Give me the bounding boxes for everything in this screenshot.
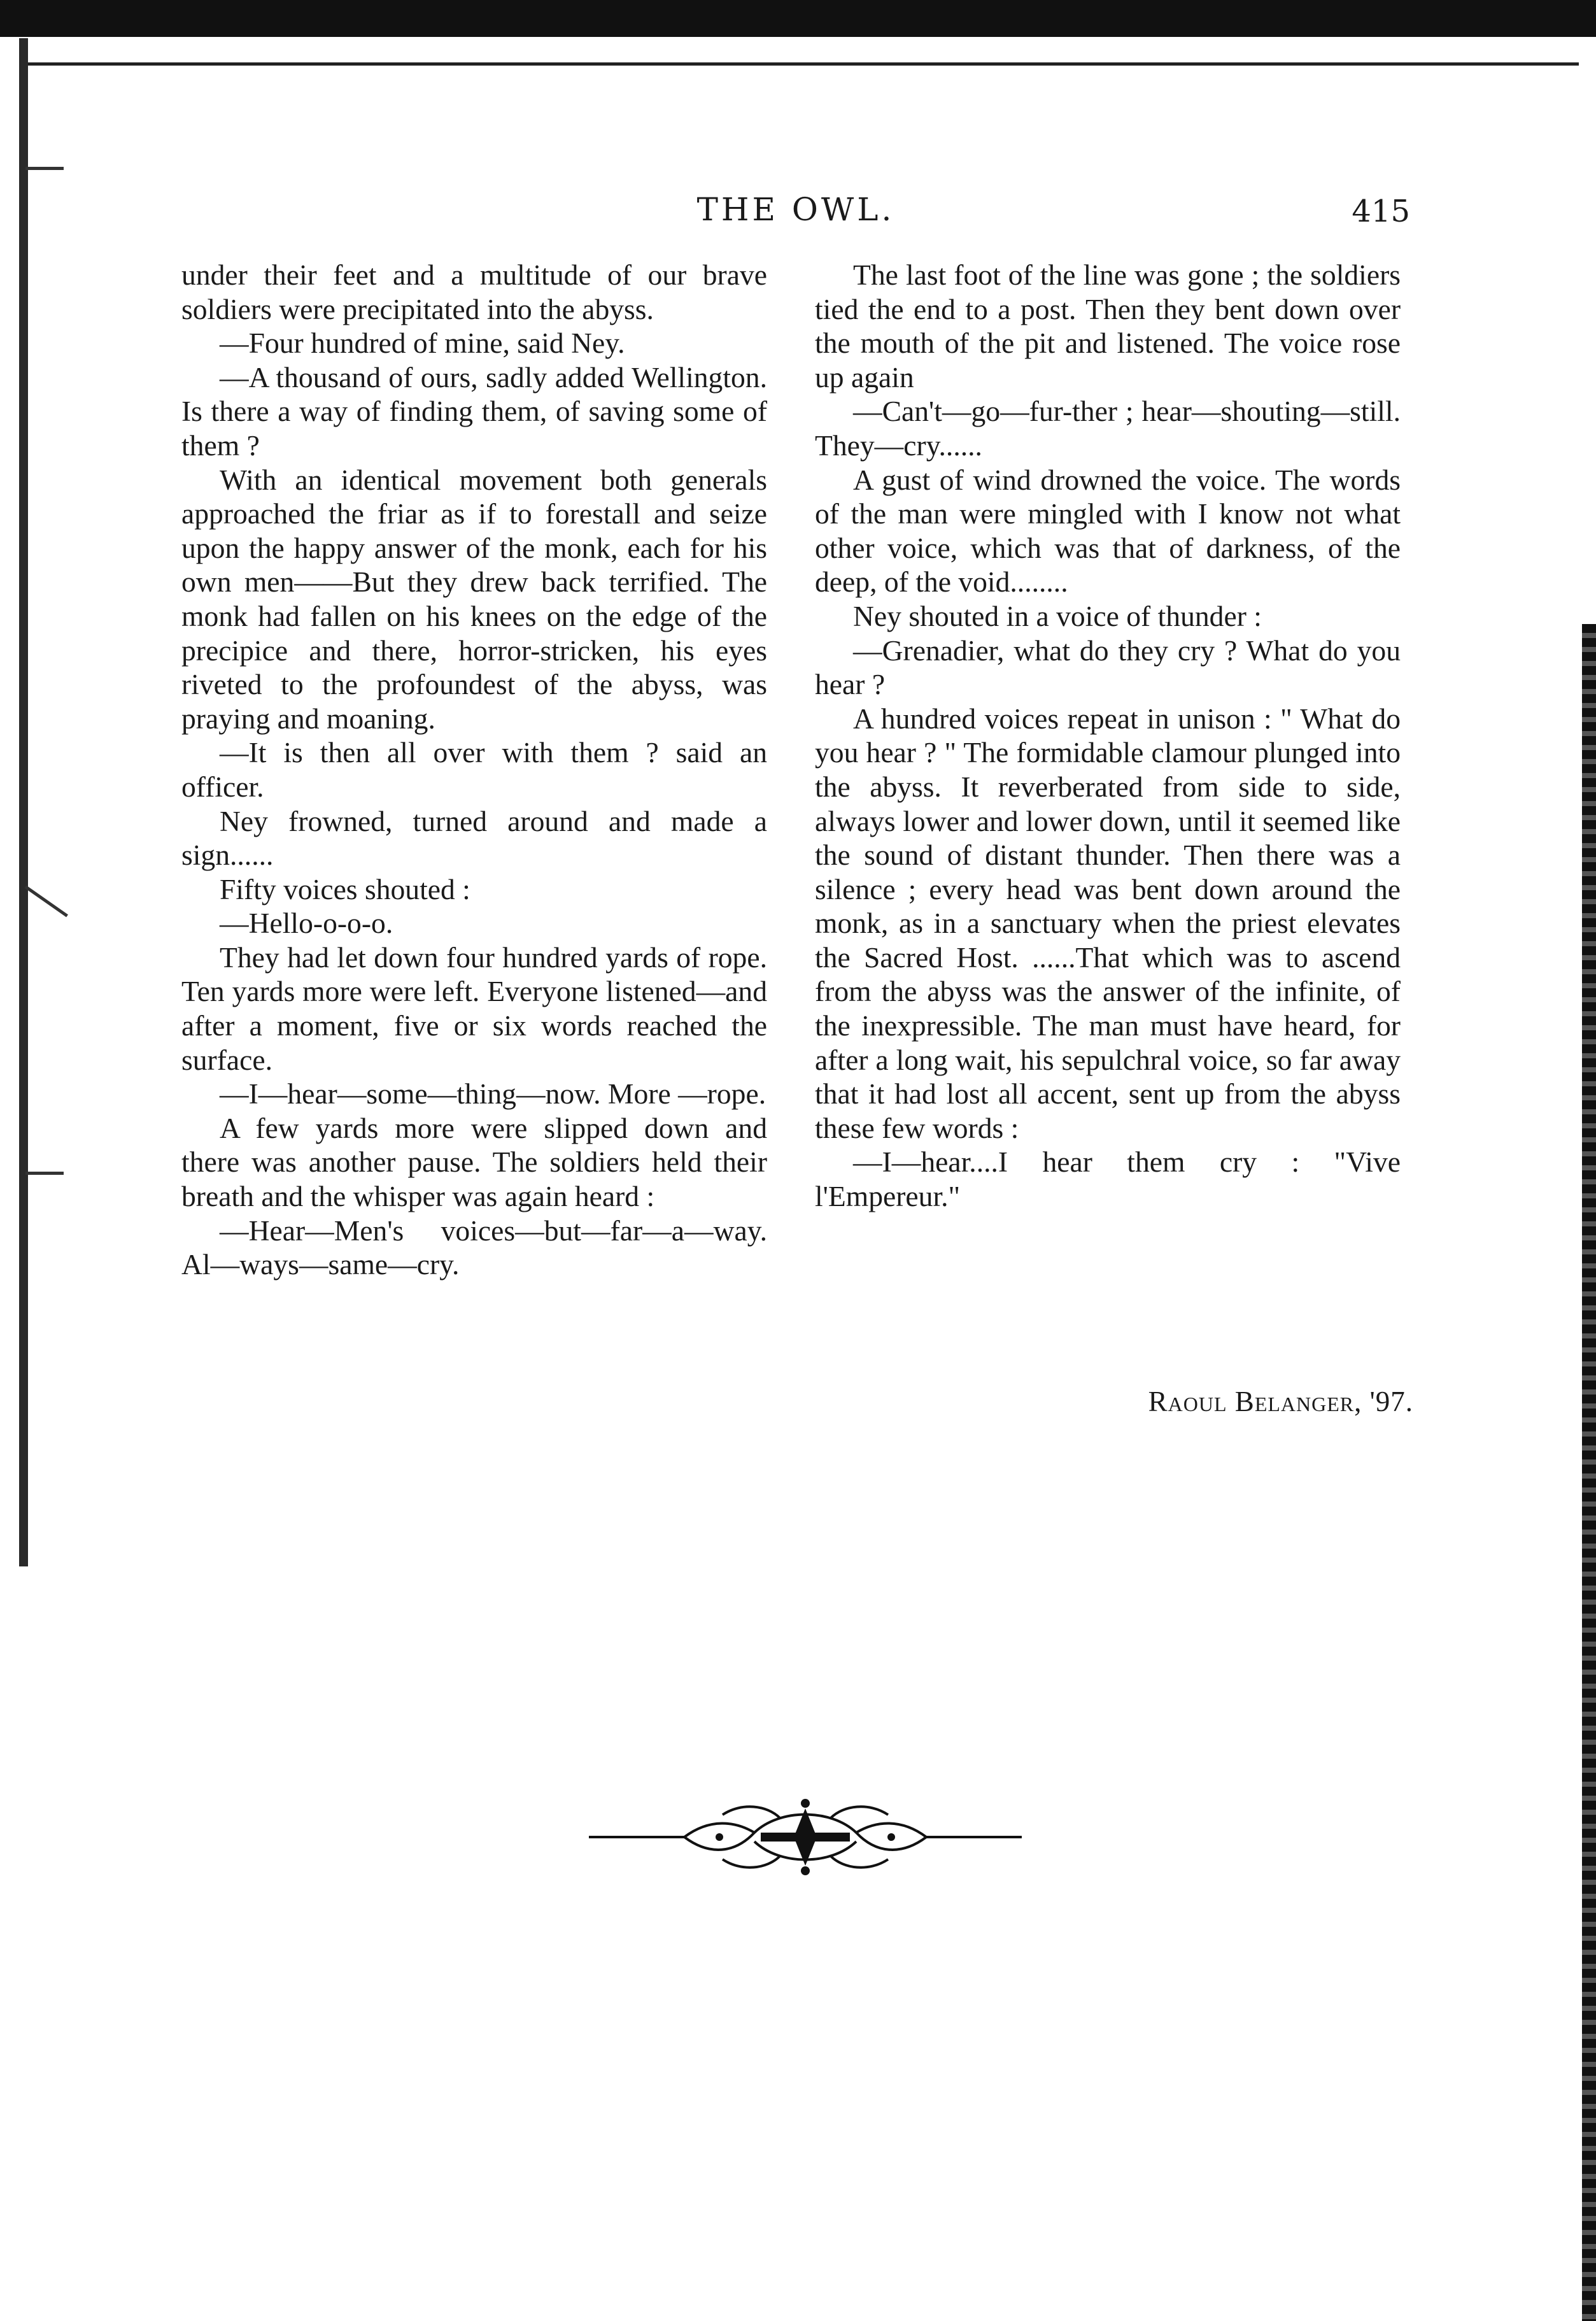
left-scan-edge [19, 38, 28, 1566]
left-scan-mark [25, 167, 64, 170]
paragraph: The last foot of the line was gone ; the soldiers tied the end to a post. Then they bent down over the mouth of the pit and listened. The voice rose up again [815, 259, 1401, 394]
paragraph: Ney shouted in a voice of thunder : [853, 599, 1262, 632]
left-column [181, 258, 767, 1282]
paragraph: —Hear—Men's voices—but—far—a—way. Al—ways—same—cry. [181, 1214, 767, 1281]
paragraph: Ney frowned, turned around and made a sign...... [181, 804, 767, 872]
paragraph: —Four hundred of mine, said Ney. [220, 327, 625, 360]
top-scan-border [0, 0, 1596, 37]
paragraph: Fifty voices shouted : [220, 872, 470, 905]
paragraph: A hundred voices repeat in unison : " What do you hear ? " The formidable clamour plunged into the abyss. It reverberated from side to side, always lower and lower down, until it seemed like the sound of distant thunder. Then there was a silence ; every head was bent down around the monk, as in a sanctuary when the priest elevates the Sacred Host. ......That which was to ascend from the abyss was the answer of the infinite, of the inexpressible. The man must have heard, for after a long wait, his sepulchral voice, so far away that it had lost all accent, sent up from the abyss these few words : [815, 702, 1401, 1144]
paragraph: With an identical movement both generals approached the friar as if to forestall and seize upon the happy answer of the monk, each for his own men——But they drew back terrified. The monk had fallen on his knees on the edge of the precipice and there, horror-stricken, his eyes riveted to the profoundest of the abyss, was praying and moaning. [181, 463, 767, 735]
left-scan-mark [25, 1172, 64, 1175]
paragraph: A few yards more were slipped down and there was another pause. The soldiers held their breath and the whisper was again heard : [181, 1111, 767, 1213]
paragraph: —A thousand of ours, sadly added Wellington. Is there a way of finding them, of saving some of them ? [181, 360, 767, 462]
paragraph: under their feet and a multitude of our brave soldiers were precipitated into the abyss. [181, 259, 767, 325]
paragraph: —Hello-o-o-o. [220, 907, 393, 940]
paragraph: —I—hear....I hear them cry : "Vive l'Empereur." [815, 1146, 1401, 1213]
paragraph: —I—hear—some—thing—now. More —rope. [220, 1077, 766, 1111]
paragraph: A gust of wind drowned the voice. The words of the man were mingled with I know not what other voice, which was that of darkness, of the deep, of the void........ [815, 463, 1401, 599]
paragraph: —Grenadier, what do they cry ? What do you hear ? [815, 634, 1401, 701]
paragraph: —It is then all over with them ? said an officer. [181, 736, 767, 803]
right-column [815, 258, 1401, 1214]
page-number: 415 [1352, 194, 1410, 229]
paragraph: —Can't—go—fur-ther ; hear—shouting—still. They—cry...... [815, 395, 1401, 462]
paragraph: They had let down four hundred yards of rope. Ten yards more were left. Everyone listened—and after a moment, five or six words reached the surface. [181, 940, 767, 1076]
left-scan-mark [25, 885, 68, 917]
printer-fleuron-icon [589, 1796, 1022, 1878]
author-signature: Raoul Belanger, '97. [1148, 1386, 1413, 1417]
right-scan-edge [1582, 624, 1596, 2321]
running-head [181, 191, 1410, 242]
header-rule [25, 62, 1579, 66]
page-title: THE OWL. [696, 191, 895, 228]
